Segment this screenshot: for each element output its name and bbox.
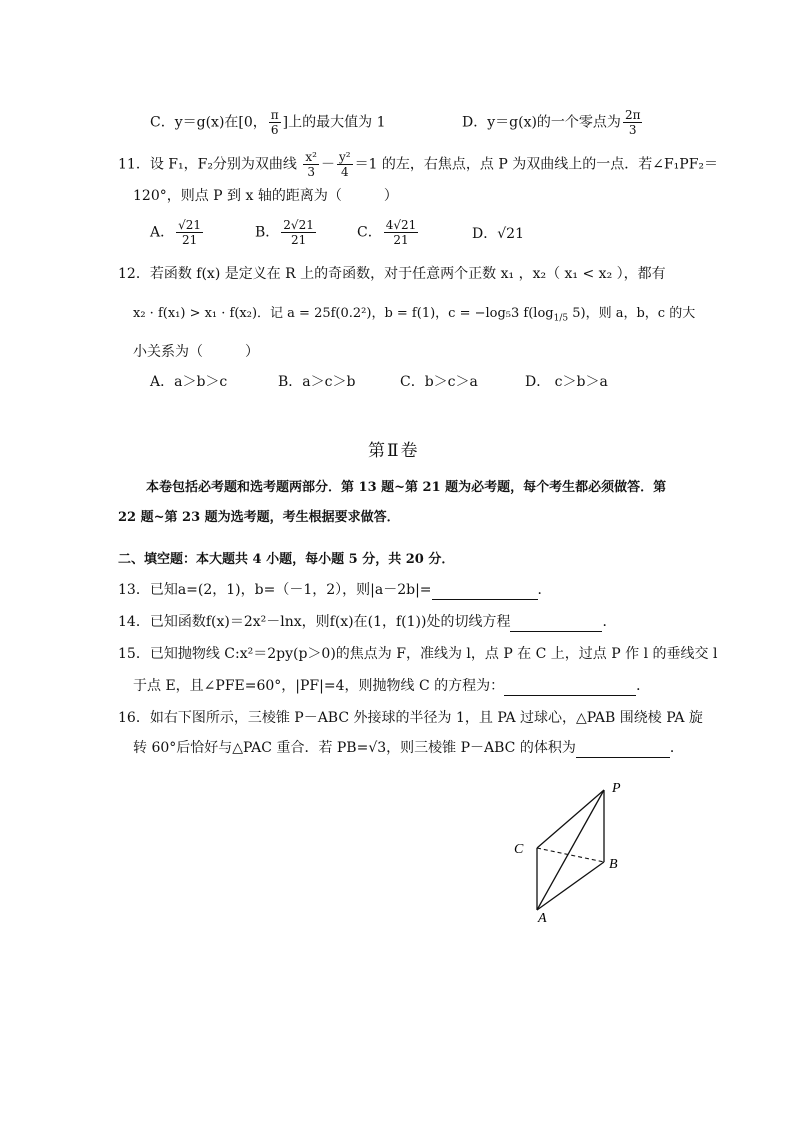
question-text: c = −log₅3 f(log bbox=[448, 306, 554, 321]
q12-line3: 小关系为（ ） bbox=[133, 344, 259, 360]
question-text: 5)，则 a，b，c 的大 bbox=[568, 306, 696, 321]
option-value: √21 bbox=[497, 226, 524, 242]
question-number: 11． bbox=[118, 156, 150, 173]
q11-option-a bbox=[150, 218, 205, 247]
minus-sign: － bbox=[320, 156, 335, 173]
q11-line1 bbox=[118, 150, 718, 179]
q11-option-b bbox=[255, 218, 318, 247]
edge-ab bbox=[537, 862, 604, 910]
question-number: 16． bbox=[118, 710, 150, 726]
denominator: 21 bbox=[393, 233, 409, 247]
part2-title: 第Ⅱ卷 bbox=[368, 441, 420, 461]
q10-option-c bbox=[150, 108, 386, 137]
section-heading: 二、填空题：本大题共 4 小题，每小题 5 分，共 20 分． bbox=[118, 552, 455, 567]
numerator: 2√21 bbox=[283, 218, 314, 232]
q12-option-d: D． c＞b＞a bbox=[525, 374, 608, 390]
q11-option-d bbox=[472, 224, 524, 244]
numerator: √21 bbox=[178, 218, 202, 232]
option-label: D． bbox=[462, 114, 488, 131]
question-text: 若函数 f(x) 是定义在 R 上的奇函数，对于任意两个正数 x₁ ，x₂（ x₁ < x₂ ），都有 bbox=[149, 266, 666, 282]
edge-pc bbox=[537, 790, 604, 848]
answer-blank[interactable] bbox=[432, 583, 538, 600]
fraction bbox=[337, 150, 353, 179]
q16-line2 bbox=[133, 738, 684, 758]
question-number: 15． bbox=[118, 646, 150, 662]
q11-option-c bbox=[357, 218, 420, 247]
numerator: 2π bbox=[624, 108, 641, 122]
denominator: 4 bbox=[340, 165, 349, 179]
q12-option-b: B．a＞c＞b bbox=[278, 374, 356, 390]
part2-intro-line1: 本卷包括必考题和选考题两部分．第 13 题~第 21 题为必考题，每个考生都必须做答．第 bbox=[146, 480, 667, 495]
question-text: x₂ · f(x₁) > x₁ · f(x₂)．记 a = 25f(0.2²)，b = f(1)， bbox=[133, 306, 449, 321]
label-c: C bbox=[514, 842, 524, 857]
numerator: y² bbox=[338, 150, 351, 164]
fraction bbox=[384, 218, 419, 247]
option-label: D． bbox=[472, 226, 498, 242]
fraction bbox=[281, 218, 316, 247]
answer-blank[interactable] bbox=[504, 679, 636, 696]
part2-intro-line2: 22 题~第 23 题为选考题，考生根据要求做答． bbox=[118, 510, 400, 525]
option-text: ]上的最大值为 1 bbox=[282, 114, 386, 131]
denominator: 3 bbox=[628, 123, 637, 137]
label-p: P bbox=[612, 781, 621, 796]
q14 bbox=[118, 612, 616, 632]
fraction bbox=[623, 108, 643, 137]
question-text: 设 F₁，F₂分别为双曲线 bbox=[149, 156, 297, 173]
label-a: A bbox=[538, 911, 547, 926]
question-text: 于点 E，且∠PFE=60°，|PF|=4，则抛物线 C 的方程为： bbox=[133, 678, 505, 694]
question-text: 如右下图所示，三棱锥 P－ABC 外接球的半径为 1，且 PA 过球心，△PAB 围绕棱 PA 旋 bbox=[149, 710, 703, 726]
denominator: 6 bbox=[270, 123, 279, 137]
punctuation: ． bbox=[602, 614, 617, 630]
q16-line1 bbox=[118, 708, 703, 728]
label-b: B bbox=[609, 857, 618, 872]
option-label: C． bbox=[357, 224, 382, 241]
option-label: A． bbox=[150, 224, 175, 241]
question-text: 已知抛物线 C:x²＝2py(p＞0)的焦点为 F，准线为 l，点 P 在 C 上，过点 P 作 l 的垂线交 l bbox=[149, 646, 718, 662]
q12-line1 bbox=[118, 264, 666, 284]
q12-line2 bbox=[133, 304, 695, 329]
punctuation: ． bbox=[636, 678, 651, 694]
numerator: π bbox=[270, 108, 279, 122]
question-text: 转 60°后恰好与△PAC 重合．若 PB=√3，则三棱锥 P－ABC 的体积为 bbox=[133, 740, 576, 756]
answer-blank[interactable] bbox=[510, 615, 602, 632]
fraction bbox=[176, 218, 203, 247]
pyramid-figure bbox=[500, 776, 640, 926]
denominator: 3 bbox=[307, 165, 315, 179]
punctuation: ． bbox=[537, 582, 552, 598]
q12-option-a: A．a＞b＞c bbox=[150, 374, 228, 390]
option-label: B． bbox=[255, 224, 280, 241]
question-number: 13． bbox=[118, 582, 150, 598]
q13 bbox=[118, 580, 552, 600]
q15-line2 bbox=[133, 676, 650, 696]
denominator: 21 bbox=[181, 233, 198, 247]
option-text: y＝g(x)的一个零点为 bbox=[487, 114, 621, 131]
question-number: 14． bbox=[118, 614, 150, 630]
fraction bbox=[269, 108, 281, 137]
answer-blank[interactable] bbox=[576, 741, 670, 758]
option-text: y＝g(x)在[0， bbox=[174, 114, 267, 131]
fraction bbox=[303, 150, 319, 179]
log-base: 1/5 bbox=[553, 313, 569, 324]
numerator: 4√21 bbox=[385, 218, 417, 232]
q10-option-d bbox=[462, 108, 644, 137]
question-number: 12． bbox=[118, 266, 150, 282]
q15-line1 bbox=[118, 644, 717, 664]
question-text: 已知函数f(x)＝2x²－lnx，则f(x)在(1，f(1))处的切线方程 bbox=[149, 614, 511, 630]
punctuation: ． bbox=[669, 740, 684, 756]
question-text: ＝1 的左，右焦点，点 P 为双曲线上的一点．若∠F₁PF₂＝ bbox=[354, 156, 719, 173]
option-label: C． bbox=[150, 114, 175, 131]
question-text: 已知a=(2，1)，b=（－1，2），则|a－2b|= bbox=[149, 582, 432, 598]
numerator: x² bbox=[305, 150, 317, 164]
q12-option-c: C．b＞c＞a bbox=[400, 374, 478, 390]
q11-line2: 120°，则点 P 到 x 轴的距离为（ ） bbox=[133, 188, 398, 204]
denominator: 21 bbox=[290, 233, 307, 247]
